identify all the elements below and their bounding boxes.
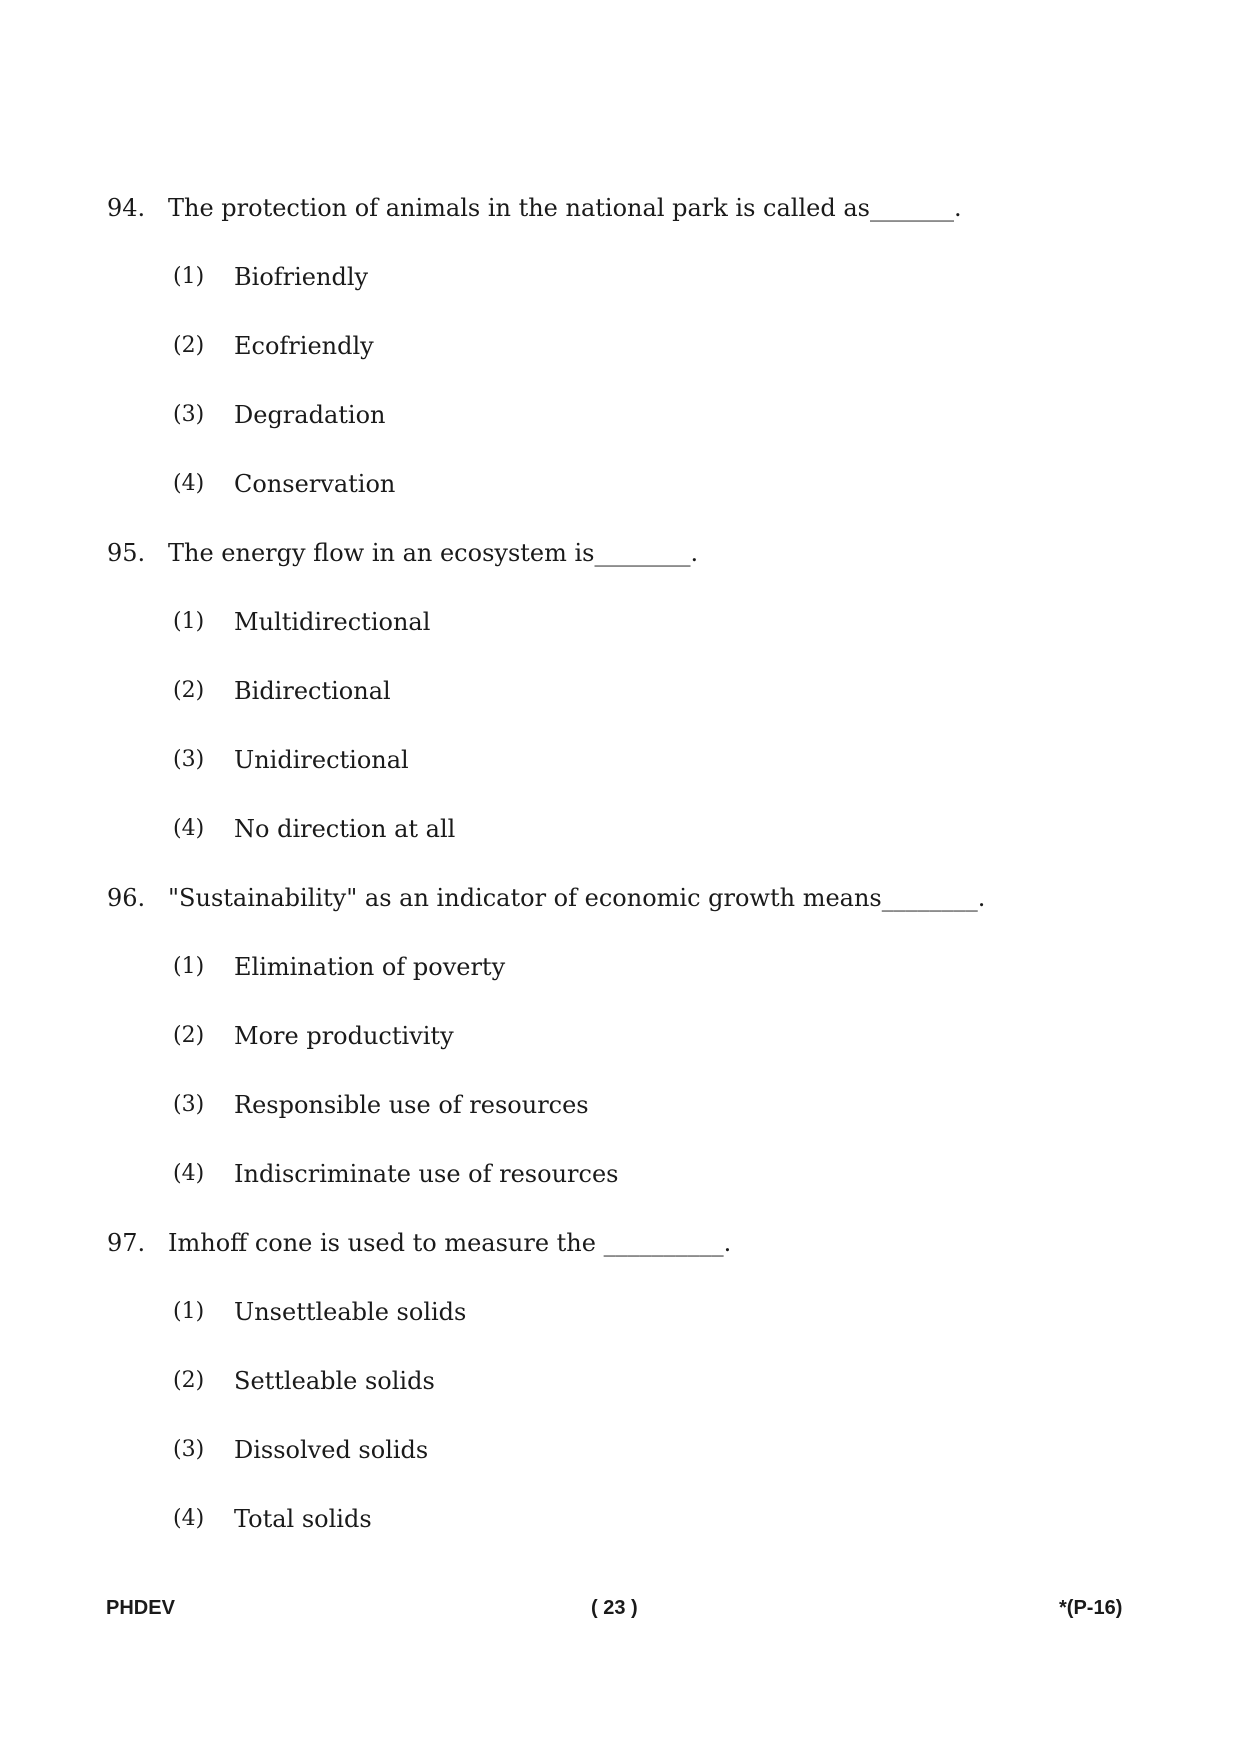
option-number: (4): [173, 816, 205, 841]
option-number: (2): [173, 333, 205, 358]
option-number: (1): [173, 954, 205, 979]
option-text: Unsettleable solids: [234, 1298, 467, 1326]
option-number: (2): [173, 678, 205, 703]
option-number: (2): [173, 1023, 205, 1048]
option-number: (3): [173, 402, 205, 427]
question-text: Imhoff cone is used to measure the __________.: [168, 1229, 732, 1257]
question-number: 97.: [107, 1229, 146, 1257]
option-number: (1): [173, 609, 205, 634]
option-number: (4): [173, 1506, 205, 1531]
option-number: (2): [173, 1368, 205, 1393]
question-number: 95.: [107, 539, 146, 567]
option-number: (4): [173, 1161, 205, 1186]
option-number: (4): [173, 471, 205, 496]
footer-paper-code: PHDEV: [106, 1597, 175, 1619]
option-text: Indiscriminate use of resources: [234, 1160, 619, 1188]
option-text: Multidirectional: [234, 608, 431, 636]
option-text: Degradation: [234, 401, 386, 429]
option-number: (3): [173, 1437, 205, 1462]
option-number: (1): [173, 1299, 205, 1324]
option-text: Conservation: [234, 470, 396, 498]
option-text: Unidirectional: [234, 746, 409, 774]
option-number: (1): [173, 264, 205, 289]
footer-page-number: ( 23 ): [591, 1597, 638, 1619]
option-text: Biofriendly: [234, 263, 369, 291]
question-text: "Sustainability" as an indicator of economic growth means________.: [168, 884, 986, 912]
question-text: The energy flow in an ecosystem is________.: [168, 539, 699, 567]
option-text: Settleable solids: [234, 1367, 435, 1395]
option-text: Ecofriendly: [234, 332, 374, 360]
footer-series-code: *(P-16): [1059, 1597, 1123, 1619]
question-number: 94.: [107, 194, 146, 222]
option-text: Dissolved solids: [234, 1436, 429, 1464]
option-text: Bidirectional: [234, 677, 391, 705]
option-text: Total solids: [234, 1505, 372, 1533]
option-text: No direction at all: [234, 815, 456, 843]
option-text: More productivity: [234, 1022, 454, 1050]
option-number: (3): [173, 1092, 205, 1117]
option-text: Elimination of poverty: [234, 953, 506, 981]
option-text: Responsible use of resources: [234, 1091, 589, 1119]
question-text: The protection of animals in the national park is called as_______.: [168, 194, 962, 222]
option-number: (3): [173, 747, 205, 772]
question-number: 96.: [107, 884, 146, 912]
